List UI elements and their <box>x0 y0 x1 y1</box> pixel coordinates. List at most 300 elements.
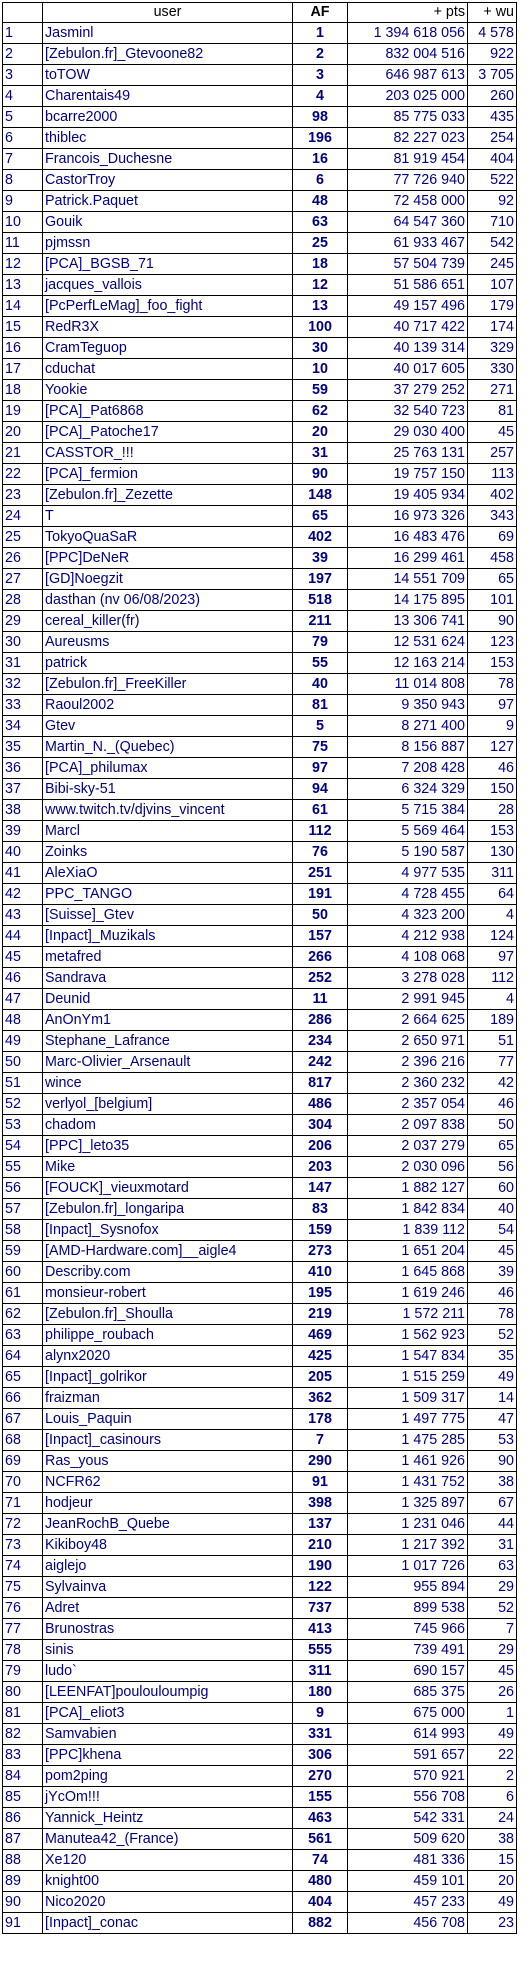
points-cell: 1 645 868 <box>348 1262 468 1283</box>
work-units-cell: 189 <box>468 1010 517 1031</box>
table-row <box>3 233 517 254</box>
work-units-cell: 50 <box>468 1115 517 1136</box>
table-row <box>3 1430 517 1451</box>
user-cell: metafred <box>43 947 293 968</box>
table-row <box>3 1850 517 1871</box>
ranking-table <box>2 2 517 1934</box>
rank-cell: 25 <box>3 527 43 548</box>
work-units-cell: 39 <box>468 1262 517 1283</box>
af-cell: 252 <box>293 968 348 989</box>
user-cell: Sylvainva <box>43 1577 293 1598</box>
points-cell: 4 108 068 <box>348 947 468 968</box>
work-units-cell: 4 <box>468 989 517 1010</box>
points-cell: 1 231 046 <box>348 1514 468 1535</box>
table-row <box>3 443 517 464</box>
points-cell: 1 509 317 <box>348 1388 468 1409</box>
rank-cell: 8 <box>3 170 43 191</box>
af-cell: 304 <box>293 1115 348 1136</box>
rank-cell: 78 <box>3 1640 43 1661</box>
rank-cell: 90 <box>3 1892 43 1913</box>
table-row <box>3 296 517 317</box>
points-cell: 13 306 741 <box>348 611 468 632</box>
af-cell: 362 <box>293 1388 348 1409</box>
af-cell: 882 <box>293 1913 348 1934</box>
work-units-cell: 69 <box>468 527 517 548</box>
rank-cell: 34 <box>3 716 43 737</box>
user-cell: [Zebulon.fr]_Zezette <box>43 485 293 506</box>
user-cell: sinis <box>43 1640 293 1661</box>
af-cell: 59 <box>293 380 348 401</box>
user-cell: Martin_N._(Quebec) <box>43 737 293 758</box>
points-cell: 4 728 455 <box>348 884 468 905</box>
table-row <box>3 842 517 863</box>
rank-cell: 85 <box>3 1787 43 1808</box>
points-cell: 1 619 246 <box>348 1283 468 1304</box>
user-cell: [Zebulon.fr]_longaripa <box>43 1199 293 1220</box>
af-cell: 413 <box>293 1619 348 1640</box>
points-cell: 1 461 926 <box>348 1451 468 1472</box>
points-cell: 4 323 200 <box>348 905 468 926</box>
rank-cell: 75 <box>3 1577 43 1598</box>
rank-cell: 2 <box>3 44 43 65</box>
points-cell: 29 030 400 <box>348 422 468 443</box>
af-cell: 234 <box>293 1031 348 1052</box>
af-cell: 3 <box>293 65 348 86</box>
rank-cell: 30 <box>3 632 43 653</box>
table-row <box>3 1346 517 1367</box>
af-cell: 306 <box>293 1745 348 1766</box>
rank-cell: 37 <box>3 779 43 800</box>
table-row <box>3 464 517 485</box>
table-row <box>3 548 517 569</box>
user-cell: [Inpact]_casinours <box>43 1430 293 1451</box>
points-cell: 2 396 216 <box>348 1052 468 1073</box>
af-cell: 251 <box>293 863 348 884</box>
rank-cell: 68 <box>3 1430 43 1451</box>
work-units-cell: 458 <box>468 548 517 569</box>
points-cell: 2 357 054 <box>348 1094 468 1115</box>
rank-cell: 82 <box>3 1724 43 1745</box>
af-cell: 398 <box>293 1493 348 1514</box>
af-cell: 94 <box>293 779 348 800</box>
table-row <box>3 1724 517 1745</box>
user-column-header: user <box>43 3 293 23</box>
work-units-cell: 1 <box>468 1703 517 1724</box>
af-cell: 10 <box>293 359 348 380</box>
user-cell: Patrick.Paquet <box>43 191 293 212</box>
points-cell: 2 991 945 <box>348 989 468 1010</box>
user-cell: cduchat <box>43 359 293 380</box>
points-cell: 14 175 895 <box>348 590 468 611</box>
rank-cell: 63 <box>3 1325 43 1346</box>
work-units-cell: 38 <box>468 1829 517 1850</box>
work-units-cell: 4 578 <box>468 23 517 44</box>
work-units-cell: 44 <box>468 1514 517 1535</box>
af-cell: 210 <box>293 1535 348 1556</box>
user-cell: NCFR62 <box>43 1472 293 1493</box>
rank-cell: 39 <box>3 821 43 842</box>
rank-cell: 88 <box>3 1850 43 1871</box>
af-cell: 5 <box>293 716 348 737</box>
table-row <box>3 1220 517 1241</box>
user-cell: Aureusms <box>43 632 293 653</box>
user-cell: [Zebulon.fr]_Gtevoone82 <box>43 44 293 65</box>
rank-cell: 83 <box>3 1745 43 1766</box>
work-units-cell: 113 <box>468 464 517 485</box>
points-cell: 591 657 <box>348 1745 468 1766</box>
table-row <box>3 590 517 611</box>
rank-cell: 71 <box>3 1493 43 1514</box>
table-row <box>3 1388 517 1409</box>
af-cell: 81 <box>293 695 348 716</box>
user-cell: www.twitch.tv/djvins_vincent <box>43 800 293 821</box>
rank-cell: 76 <box>3 1598 43 1619</box>
work-units-cell: 343 <box>468 506 517 527</box>
rank-cell: 43 <box>3 905 43 926</box>
points-cell: 37 279 252 <box>348 380 468 401</box>
table-row <box>3 926 517 947</box>
user-cell: Gtev <box>43 716 293 737</box>
af-cell: 6 <box>293 170 348 191</box>
user-cell: [AMD-Hardware.com]__aigle4 <box>43 1241 293 1262</box>
points-cell: 40 717 422 <box>348 317 468 338</box>
points-cell: 2 097 838 <box>348 1115 468 1136</box>
table-row <box>3 968 517 989</box>
rank-cell: 38 <box>3 800 43 821</box>
rank-cell: 18 <box>3 380 43 401</box>
table-row <box>3 401 517 422</box>
rank-cell: 6 <box>3 128 43 149</box>
work-units-cell: 150 <box>468 779 517 800</box>
rank-cell: 29 <box>3 611 43 632</box>
rank-column-header <box>3 3 43 23</box>
work-units-cell: 123 <box>468 632 517 653</box>
work-units-cell: 49 <box>468 1892 517 1913</box>
user-cell: [Inpact]_Muzikals <box>43 926 293 947</box>
user-cell: [Inpact]_conac <box>43 1913 293 1934</box>
table-row <box>3 1703 517 1724</box>
points-cell: 57 504 739 <box>348 254 468 275</box>
points-cell: 899 538 <box>348 1598 468 1619</box>
rank-cell: 31 <box>3 653 43 674</box>
af-cell: 518 <box>293 590 348 611</box>
af-cell: 9 <box>293 1703 348 1724</box>
points-cell: 77 726 940 <box>348 170 468 191</box>
rank-cell: 64 <box>3 1346 43 1367</box>
work-units-cell: 7 <box>468 1619 517 1640</box>
user-cell: Zoinks <box>43 842 293 863</box>
work-units-cell: 45 <box>468 422 517 443</box>
table-row <box>3 1745 517 1766</box>
points-cell: 646 987 613 <box>348 65 468 86</box>
table-row <box>3 569 517 590</box>
af-cell: 13 <box>293 296 348 317</box>
rank-cell: 5 <box>3 107 43 128</box>
table-row <box>3 1661 517 1682</box>
table-body <box>3 23 517 1934</box>
af-cell: 31 <box>293 443 348 464</box>
points-cell: 542 331 <box>348 1808 468 1829</box>
points-cell: 49 157 496 <box>348 296 468 317</box>
user-cell: Brunostras <box>43 1619 293 1640</box>
points-cell: 203 025 000 <box>348 86 468 107</box>
user-cell: [Inpact]_golrikor <box>43 1367 293 1388</box>
table-row <box>3 800 517 821</box>
rank-cell: 17 <box>3 359 43 380</box>
table-row <box>3 317 517 338</box>
work-units-cell: 9 <box>468 716 517 737</box>
rank-cell: 42 <box>3 884 43 905</box>
af-cell: 463 <box>293 1808 348 1829</box>
points-cell: 5 715 384 <box>348 800 468 821</box>
table-row <box>3 44 517 65</box>
user-cell: bcarre2000 <box>43 107 293 128</box>
table-row <box>3 1871 517 1892</box>
rank-cell: 7 <box>3 149 43 170</box>
points-cell: 1 394 618 056 <box>348 23 468 44</box>
rank-cell: 81 <box>3 1703 43 1724</box>
table-row <box>3 905 517 926</box>
af-cell: 25 <box>293 233 348 254</box>
rank-cell: 65 <box>3 1367 43 1388</box>
table-row <box>3 1094 517 1115</box>
rank-cell: 84 <box>3 1766 43 1787</box>
user-cell: Describy.com <box>43 1262 293 1283</box>
af-cell: 203 <box>293 1157 348 1178</box>
af-cell: 11 <box>293 989 348 1010</box>
work-units-cell: 46 <box>468 1283 517 1304</box>
user-cell: AleXiaO <box>43 863 293 884</box>
table-row <box>3 86 517 107</box>
rank-cell: 32 <box>3 674 43 695</box>
points-cell: 2 664 625 <box>348 1010 468 1031</box>
rank-cell: 55 <box>3 1157 43 1178</box>
af-cell: 178 <box>293 1409 348 1430</box>
user-cell: pom2ping <box>43 1766 293 1787</box>
af-cell: 486 <box>293 1094 348 1115</box>
table-row <box>3 1157 517 1178</box>
table-row <box>3 1199 517 1220</box>
rank-cell: 62 <box>3 1304 43 1325</box>
af-cell: 1 <box>293 23 348 44</box>
work-units-cell: 78 <box>468 674 517 695</box>
rank-cell: 12 <box>3 254 43 275</box>
points-cell: 19 757 150 <box>348 464 468 485</box>
table-row <box>3 1031 517 1052</box>
af-cell: 190 <box>293 1556 348 1577</box>
work-units-cell: 45 <box>468 1661 517 1682</box>
user-cell: [GD]Noegzit <box>43 569 293 590</box>
rank-cell: 73 <box>3 1535 43 1556</box>
points-cell: 61 933 467 <box>348 233 468 254</box>
table-row <box>3 989 517 1010</box>
points-cell: 8 156 887 <box>348 737 468 758</box>
rank-cell: 26 <box>3 548 43 569</box>
rank-cell: 58 <box>3 1220 43 1241</box>
af-cell: 48 <box>293 191 348 212</box>
points-cell: 675 000 <box>348 1703 468 1724</box>
rank-cell: 28 <box>3 590 43 611</box>
points-cell: 5 190 587 <box>348 842 468 863</box>
table-row <box>3 191 517 212</box>
rank-cell: 87 <box>3 1829 43 1850</box>
rank-cell: 11 <box>3 233 43 254</box>
work-units-cell: 31 <box>468 1535 517 1556</box>
table-row <box>3 1325 517 1346</box>
work-units-cell: 51 <box>468 1031 517 1052</box>
af-cell: 62 <box>293 401 348 422</box>
af-cell: 137 <box>293 1514 348 1535</box>
points-cell: 4 212 938 <box>348 926 468 947</box>
work-units-cell: 77 <box>468 1052 517 1073</box>
work-units-cell: 435 <box>468 107 517 128</box>
rank-cell: 1 <box>3 23 43 44</box>
rank-cell: 56 <box>3 1178 43 1199</box>
points-cell: 2 360 232 <box>348 1073 468 1094</box>
points-cell: 1 651 204 <box>348 1241 468 1262</box>
user-cell: [PcPerfLeMag]_foo_fight <box>43 296 293 317</box>
af-cell: 311 <box>293 1661 348 1682</box>
work-units-cell: 49 <box>468 1724 517 1745</box>
user-cell: JeanRochB_Quebe <box>43 1514 293 1535</box>
table-row <box>3 212 517 233</box>
user-cell: T <box>43 506 293 527</box>
af-cell: 155 <box>293 1787 348 1808</box>
user-cell: [FOUCK]_vieuxmotard <box>43 1178 293 1199</box>
work-units-cell: 329 <box>468 338 517 359</box>
af-cell: 65 <box>293 506 348 527</box>
af-cell: 290 <box>293 1451 348 1472</box>
table-row <box>3 1472 517 1493</box>
af-cell: 196 <box>293 128 348 149</box>
af-cell: 18 <box>293 254 348 275</box>
af-cell: 211 <box>293 611 348 632</box>
work-units-cell: 65 <box>468 1136 517 1157</box>
work-units-cell: 330 <box>468 359 517 380</box>
points-cell: 7 208 428 <box>348 758 468 779</box>
work-units-cell: 257 <box>468 443 517 464</box>
work-units-cell: 46 <box>468 758 517 779</box>
rank-cell: 59 <box>3 1241 43 1262</box>
af-cell: 206 <box>293 1136 348 1157</box>
points-cell: 16 973 326 <box>348 506 468 527</box>
table-row <box>3 128 517 149</box>
table-row <box>3 1010 517 1031</box>
rank-cell: 41 <box>3 863 43 884</box>
af-column-header: AF <box>293 3 348 23</box>
points-cell: 570 921 <box>348 1766 468 1787</box>
user-cell: Yookie <box>43 380 293 401</box>
user-cell: Charentais49 <box>43 86 293 107</box>
rank-cell: 91 <box>3 1913 43 1934</box>
user-cell: [PPC]khena <box>43 1745 293 1766</box>
points-cell: 5 569 464 <box>348 821 468 842</box>
user-cell: hodjeur <box>43 1493 293 1514</box>
work-units-cell: 90 <box>468 611 517 632</box>
rank-cell: 60 <box>3 1262 43 1283</box>
rank-cell: 67 <box>3 1409 43 1430</box>
af-cell: 270 <box>293 1766 348 1787</box>
af-cell: 4 <box>293 86 348 107</box>
table-row <box>3 758 517 779</box>
table-row <box>3 947 517 968</box>
table-row <box>3 1052 517 1073</box>
rank-cell: 54 <box>3 1136 43 1157</box>
work-units-cell: 107 <box>468 275 517 296</box>
user-cell: Bibi-sky-51 <box>43 779 293 800</box>
rank-cell: 23 <box>3 485 43 506</box>
table-row <box>3 1556 517 1577</box>
table-row <box>3 884 517 905</box>
table-row <box>3 863 517 884</box>
rank-cell: 20 <box>3 422 43 443</box>
points-cell: 82 227 023 <box>348 128 468 149</box>
user-cell: [PPC]DeNeR <box>43 548 293 569</box>
work-units-cell: 254 <box>468 128 517 149</box>
table-row <box>3 632 517 653</box>
points-cell: 1 547 834 <box>348 1346 468 1367</box>
af-cell: 112 <box>293 821 348 842</box>
user-cell: CramTeguop <box>43 338 293 359</box>
work-units-cell: 97 <box>468 695 517 716</box>
af-cell: 79 <box>293 632 348 653</box>
work-units-cell: 60 <box>468 1178 517 1199</box>
points-cell: 685 375 <box>348 1682 468 1703</box>
af-cell: 425 <box>293 1346 348 1367</box>
table-row <box>3 23 517 44</box>
work-units-cell: 23 <box>468 1913 517 1934</box>
work-units-cell: 22 <box>468 1745 517 1766</box>
work-units-cell: 56 <box>468 1157 517 1178</box>
work-units-cell: 78 <box>468 1304 517 1325</box>
rank-cell: 35 <box>3 737 43 758</box>
user-cell: RedR3X <box>43 317 293 338</box>
af-cell: 7 <box>293 1430 348 1451</box>
user-cell: Manutea42_(France) <box>43 1829 293 1850</box>
work-units-cell: 3 705 <box>468 65 517 86</box>
af-cell: 76 <box>293 842 348 863</box>
af-cell: 286 <box>293 1010 348 1031</box>
rank-cell: 48 <box>3 1010 43 1031</box>
table-row <box>3 1640 517 1661</box>
table-row <box>3 1514 517 1535</box>
table-row <box>3 422 517 443</box>
af-cell: 74 <box>293 1850 348 1871</box>
table-row <box>3 1451 517 1472</box>
af-cell: 63 <box>293 212 348 233</box>
rank-cell: 22 <box>3 464 43 485</box>
work-units-cell: 271 <box>468 380 517 401</box>
user-cell: Xe120 <box>43 1850 293 1871</box>
af-cell: 147 <box>293 1178 348 1199</box>
table-row <box>3 1241 517 1262</box>
af-cell: 83 <box>293 1199 348 1220</box>
work-units-cell: 15 <box>468 1850 517 1871</box>
table-row <box>3 1262 517 1283</box>
points-cell: 72 458 000 <box>348 191 468 212</box>
rank-cell: 45 <box>3 947 43 968</box>
af-cell: 75 <box>293 737 348 758</box>
user-cell: Marc-Olivier_Arsenault <box>43 1052 293 1073</box>
work-units-cell: 45 <box>468 1241 517 1262</box>
work-units-cell: 245 <box>468 254 517 275</box>
af-cell: 20 <box>293 422 348 443</box>
table-row <box>3 1073 517 1094</box>
rank-cell: 89 <box>3 1871 43 1892</box>
ranking-table-container <box>2 2 517 1934</box>
table-row <box>3 1598 517 1619</box>
rank-cell: 33 <box>3 695 43 716</box>
